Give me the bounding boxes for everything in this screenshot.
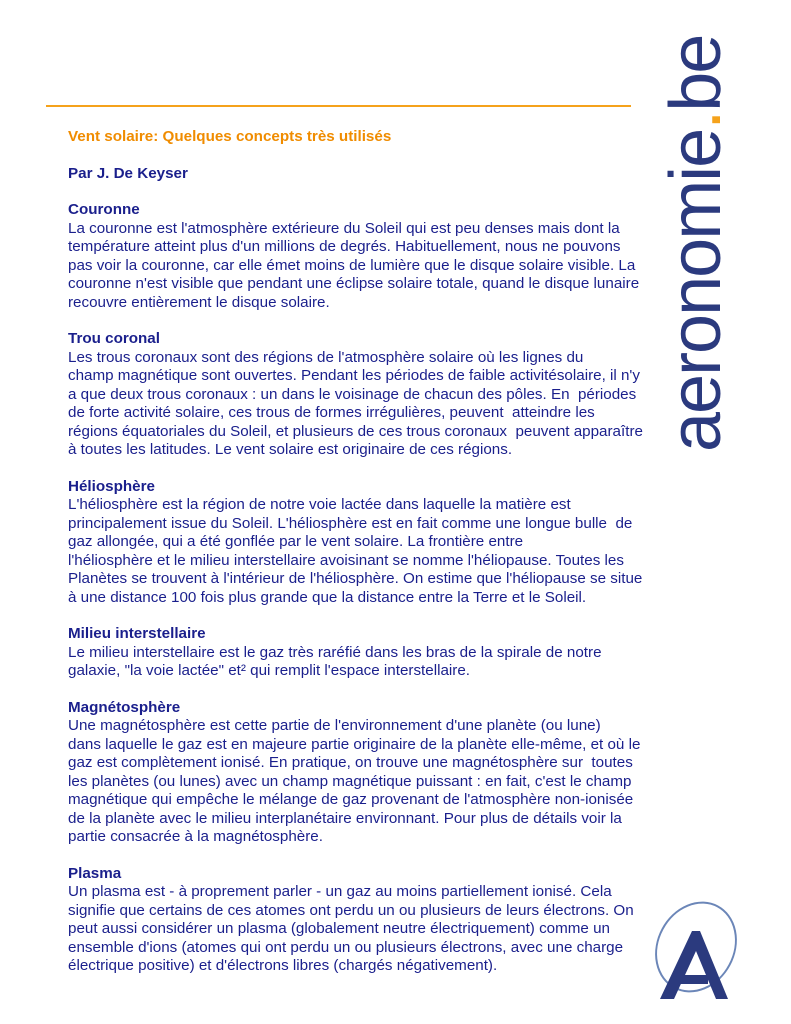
paragraph-line: l'héliosphère et le milieu interstellaire avoisinant se nomme l'héliopause. Toutes les (68, 551, 624, 569)
section (68, 699, 660, 847)
section-heading: Milieu interstellaire (68, 625, 206, 642)
logo-dot: . (656, 111, 736, 130)
section-heading: Couronne (68, 201, 140, 218)
paragraph-line: pas voir la couronne, car elle émet moins de lumière que le disque solaire visible. La (68, 256, 636, 274)
paragraph-line: signifie que certains de ces atomes ont perdu un ou plusieurs de leurs électrons. On (68, 901, 634, 919)
paragraph-line: température atteint plus d'un millions de degrés. Habituellement, nous ne pouvons (68, 238, 621, 255)
paragraph-line: de forte activité solaire, ces trous de formes irrégulières, peuvent atteindre les (68, 404, 595, 421)
document-author: Par J. De Keyser (68, 164, 188, 182)
section (68, 330, 660, 460)
logo-tld: be (656, 35, 736, 112)
section-heading: Trou coronal (68, 330, 160, 347)
document-title: Vent solaire: Quelques concepts très utilisés (68, 128, 392, 145)
paragraph-line: gaz est complètement ionisé. En pratique, on trouve une magnétosphère sur toutes (68, 754, 633, 771)
paragraph-line: L'héliosphère est la région de notre voie lactée dans laquelle la matière est (68, 496, 571, 513)
paragraph-line: Planètes se trouvent à l'intérieur de l'héliosphère. On estime que l'héliopause se situe (68, 570, 643, 587)
paragraph-line: Une magnétosphère est cette partie de l'environnement d'une planète (ou lune) (68, 717, 601, 734)
paragraph-line: champ magnétique sont ouvertes. Pendant les périodes de faible activitésolaire, il n'y (68, 367, 640, 384)
paragraph-line: électrique positive) et d'électrons libres (chargés négativement). (68, 957, 498, 974)
paragraph-line: Un plasma est - à proprement parler - un gaz au moins partiellement ionisé. Cela (68, 883, 612, 900)
paragraph-line: Le milieu interstellaire est le gaz très raréfié dans les bras de la spirale de notre (68, 643, 602, 661)
section-heading: Magnétosphère (68, 698, 181, 716)
section (68, 625, 660, 681)
paragraph-line: dans laquelle le gaz est en majeure partie originaire de la planète elle-même, et où le (68, 735, 641, 753)
header-rule (46, 105, 631, 107)
paragraph-line: magnétique qui empêche le mélange de gaz provenant de l'atmosphère non-ionisée (68, 791, 634, 808)
section (68, 865, 660, 976)
paragraph-line: a que deux trous coronaux : un dans le voisinage de chacun des pôles. En périodes (68, 385, 637, 403)
section-heading: Héliosphère (68, 477, 155, 495)
paragraph-line: Les trous coronaux sont des régions de l'atmosphère solaire où les lignes du (68, 348, 584, 366)
paragraph-line: partie consacrée à la magnétosphère. (68, 828, 323, 845)
paragraph-line: de la planète avec le milieu interplanétaire environnant. Pour plus de détails voir la (68, 809, 622, 827)
paragraph-line: à toutes les latitudes. Le vent solaire est originaire de ces régions. (68, 441, 513, 458)
paragraph-line: La couronne est l'atmosphère extérieure du Soleil qui est peu denses mais dont la (68, 219, 620, 237)
paragraph-line: régions équatoriales du Soleil, et plusieurs de ces trous coronaux peuvent apparaître (68, 422, 643, 440)
paragraph-line: les planètes (ou lunes) avec un champ magnétique puissant : en fait, c'est le champ (68, 772, 632, 790)
sections-container (68, 201, 660, 976)
logo-word: aeronomie (656, 129, 736, 452)
paragraph-line: recouvre entièrement le disque solaire. (68, 293, 330, 311)
paragraph-line: ensemble d'ions (atomes qui ont perdu un ou plusieurs électrons, avec une charge (68, 938, 624, 956)
paragraph-line: principalement issue du Soleil. L'héliosphère est en fait comme une longue bulle de (68, 514, 633, 532)
paragraph-line: gaz allongée, qui a été gonflée par le vent solaire. La frontière entre (68, 533, 524, 550)
section (68, 201, 660, 312)
paragraph-line: galaxie, "la voie lactée" et² qui remplit l'espace interstellaire. (68, 662, 471, 679)
document-body (68, 128, 660, 994)
paragraph-line: peut aussi considérer un plasma (globalement neutre électriquement) comme un (68, 920, 610, 937)
section-heading: Plasma (68, 864, 122, 882)
aeronomie-logo[interactable] (656, 35, 736, 452)
section (68, 478, 660, 608)
paragraph-line: à une distance 100 fois plus grande que la distance entre la Terre et le Soleil. (68, 588, 587, 606)
paragraph-line: couronne n'est visible que pendant une éclipse solaire totale, quand le disque lunaire (68, 275, 640, 292)
